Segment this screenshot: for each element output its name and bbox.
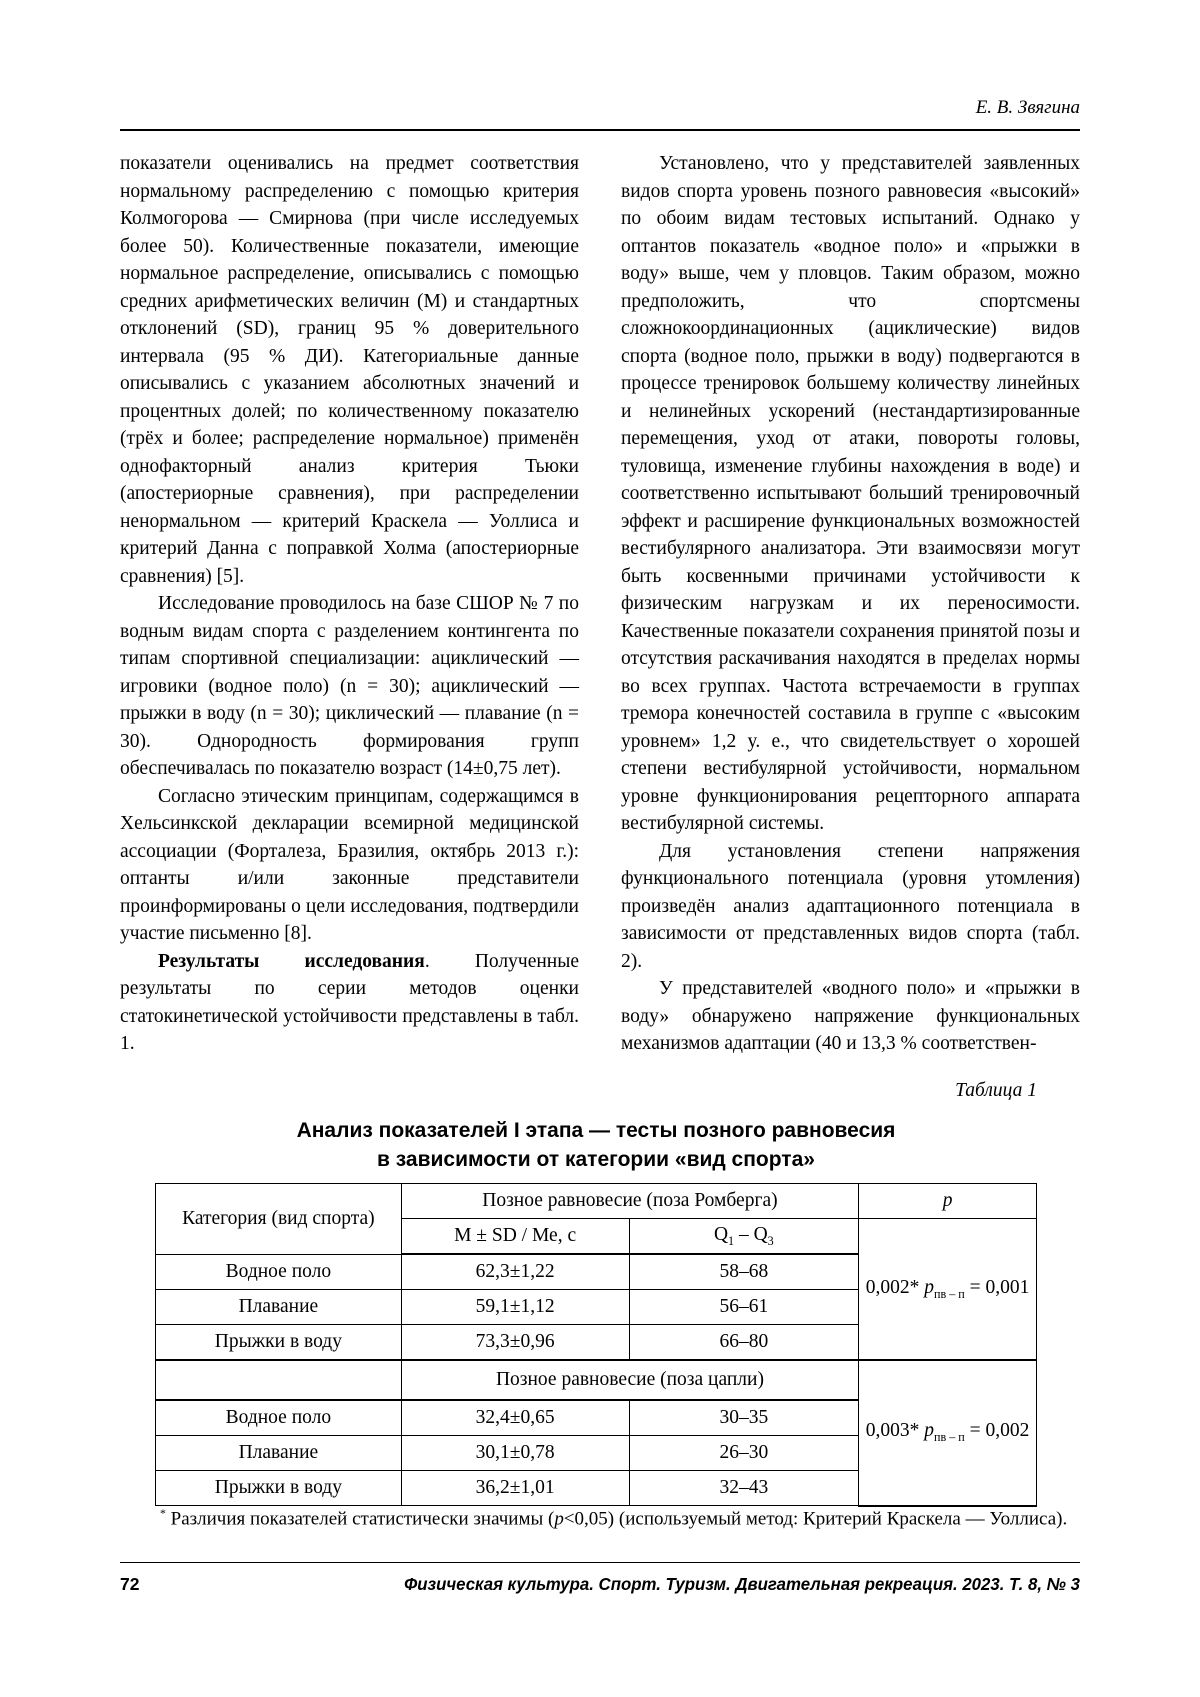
journal-title: Физическая культура. Спорт. Туризм. Двигательная рекреация. 2023. Т. 8, № 3 — [404, 1574, 1080, 1594]
p-value-romberg: 0,002* $p_{пв - п} = 0,001$ — [859, 1219, 1037, 1361]
cell-quartiles: 26–30 — [629, 1436, 859, 1471]
paragraph: Установлено, что у представителей заявленных видов спорта уровень позного равновесия «высокий» по обоим видам тестовых испытаний. Однако у оптантов показатель «водное поло» и «прыжки в воду» выше, чем у пловцов. Таким образом, можно предположить, что спортсмены сложнокоординационных (ациклические) видов спорта (водное поло, прыжки в воду) подвергаются в процессе тренировок большему количеству линейных и нелинейных ускорений (нестандартизированные перемещения, уход от атаки, повороты головы, туловища, изменение глубины нахождения в воде) и соответственно испытывают больший тренировочный эффект и расширение функциональных возможностей вестибулярного анализатора. Эти взаимосвязи могут быть косвенными причинами устойчивости к физическим нагрузкам и их переносимости. Качественные показатели сохранения принятой позы и отсутствия раскачивания находятся в пределах нормы во всех группах. Частота встречаемости в группах тремора конечностей составила в группе с «высоким уровнем» 1,2 у. е., что свидетельствует о хорошей степени вестибулярной устойчивости, нормальном уровне функционирования рецепторного аппарата вестибулярной системы. — [621, 153, 1080, 834]
table-title-line1: Анализ показателей I этапа — тесты позного равновесия — [296, 1119, 896, 1142]
left-column — [120, 150, 579, 1058]
table-header-row-1 — [156, 1184, 1037, 1219]
table-label: Таблица 1 — [955, 1080, 1037, 1101]
footnote-asterisk: * — [160, 1507, 166, 1520]
cell-category: Прыжки в воду — [156, 1325, 402, 1361]
page-footer — [120, 1574, 1080, 1595]
cell-msd: 59,1±1,12 — [401, 1290, 629, 1325]
paragraph: показатели оценивались на предмет соответствия нормальному распределению с помощью критерия Колмогорова — Смирнова (при числе исследуемых более 50). Количественные показатели, имеющие нормальное распределение, описывались с помощью средних арифметических величин (М) и стандартных отклонений (SD), границ 95 % доверительного интервала (95 % ДИ). Категориальные данные описывались с указанием абсолютных значений и процентных долей; по количественному показателю (трёх и более; распределение нормальное) применён однофакторный анализ критерия Тьюки (апостериорные сравнения), при распределении ненормальном — критерий Краскела — Уоллиса и критерий Данна с поправкой Холма (апостериорные сравнения) [5]. — [120, 153, 579, 587]
table-section-row — [156, 1360, 1037, 1400]
section-header-heron: Позное равновесие (поза цапли) — [401, 1360, 858, 1400]
cell-msd: 36,2±1,01 — [401, 1471, 629, 1506]
cell-category: Плавание — [156, 1436, 402, 1471]
paragraph-results — [120, 948, 579, 1058]
cell-empty — [156, 1360, 402, 1400]
column-header-msd: М ± SD / Ме, с — [401, 1219, 629, 1255]
running-head-author: Е. В. Звягина — [975, 97, 1080, 118]
right-column — [621, 150, 1080, 1058]
column-header-quartiles: $Q_1 - Q_3$ — [629, 1219, 859, 1255]
cell-msd: 62,3±1,22 — [401, 1254, 629, 1290]
body-text — [120, 150, 1080, 1058]
footer-rule — [120, 1562, 1080, 1563]
paragraph: У представителей «водного поло» и «прыжки в воду» обнаружено напряжение функциональных механизмов адаптации (40 и 13,3 % соответствен- — [621, 978, 1080, 1054]
column-header-category: Категория (вид спорта) — [156, 1184, 402, 1255]
table-footnote: * Различия показателей статистически значимы (p<0,05) (используемый метод: Критерий Краскела — Уоллиса). — [160, 1507, 1068, 1530]
cell-category: Водное поло — [156, 1254, 402, 1290]
header-rule — [120, 129, 1080, 131]
page-number: 72 — [120, 1574, 140, 1594]
cell-msd: 32,4±0,65 — [401, 1400, 629, 1436]
cell-quartiles: 56–61 — [629, 1290, 859, 1325]
cell-quartiles: 66–80 — [629, 1325, 859, 1361]
cell-msd: 73,3±0,96 — [401, 1325, 629, 1361]
cell-msd: 30,1±0,78 — [401, 1436, 629, 1471]
paragraph: Для установления степени напряжения функционального потенциала (уровня утомления) произведён анализ адаптационного потенциала в зависимости от представленных видов спорта (табл. 2). — [621, 840, 1080, 972]
column-header-p: p — [859, 1184, 1037, 1219]
cell-category: Прыжки в воду — [156, 1471, 402, 1506]
cell-category: Водное поло — [156, 1400, 402, 1436]
cell-quartiles: 32–43 — [629, 1471, 859, 1506]
results-rest: . Полученные результаты по серии методов оценки статокинетической устойчивости представлены в табл. 1. — [120, 950, 579, 1054]
table-title — [155, 1116, 1037, 1174]
paragraph: Исследование проводилось на базе СШОР № 7 по водным видам спорта с разделением контингента по типам спортивной специализации: ациклический — игровики (водное поло) (n = 30); ациклический — прыжки в воду (n = 30); циклический — плавание (n = 30). Однородность формирования групп обеспечивалась по показателю возраст (14±0,75 лет). — [120, 593, 579, 779]
cell-quartiles: 30–35 — [629, 1400, 859, 1436]
p-value-heron: 0,003* $p_{пв - п} = 0,002$ — [859, 1360, 1037, 1506]
cell-quartiles: 58–68 — [629, 1254, 859, 1290]
results-table — [155, 1183, 1037, 1507]
section-header-romberg: Позное равновесие (поза Ромберга) — [401, 1184, 858, 1219]
paragraph: Согласно этическим принципам, содержащимся в Хельсинкской декларации всемирной медицинской ассоциации (Форталеза, Бразилия, октябрь 2013 г.): оптанты и/или законные представители проинформированы о цели исследования, подтвердили участие письменно [8]. — [120, 785, 579, 944]
cell-category: Плавание — [156, 1290, 402, 1325]
results-lead: Результаты исследования — [158, 950, 425, 972]
table-title-line2: в зависимости от категории «вид спорта» — [377, 1148, 815, 1171]
